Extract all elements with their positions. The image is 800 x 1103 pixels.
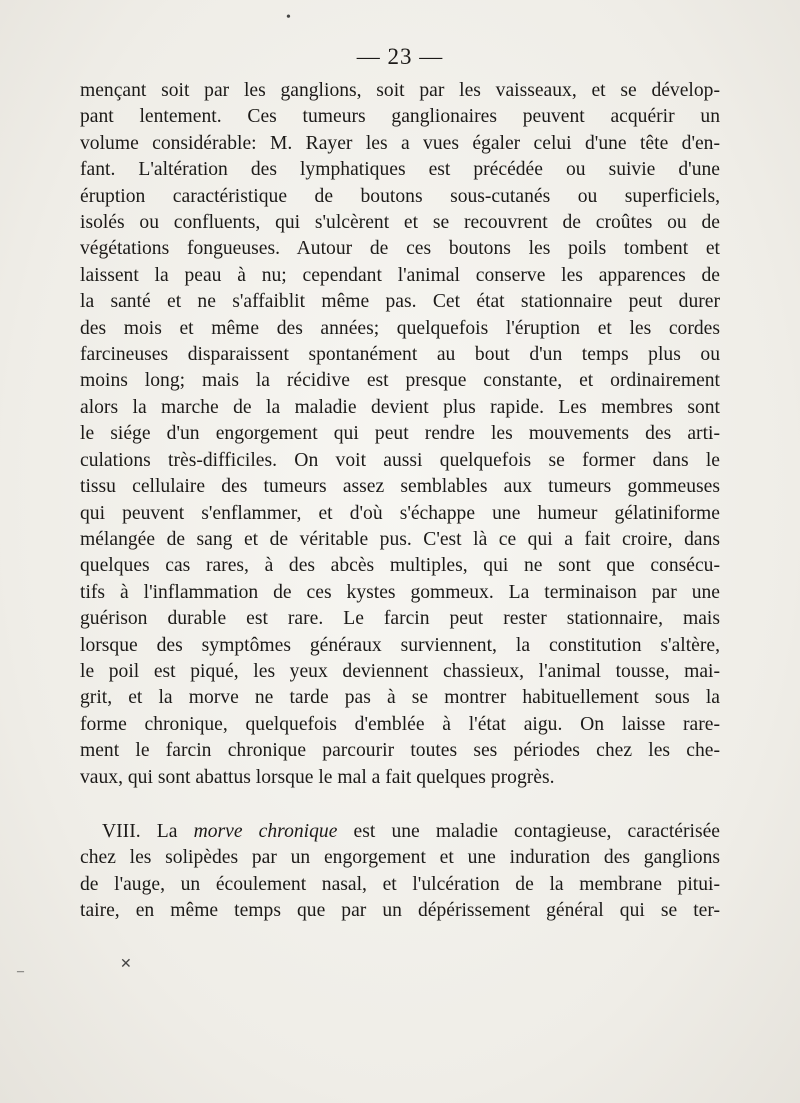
- paragraph-gap: [80, 791, 720, 819]
- paragraph-2-first-line: [80, 819, 720, 845]
- text-line: volume considérable: M. Rayer les a vues égaler celui d'une tête d'en-: [80, 132, 720, 154]
- text-line: tifs à l'inflammation de ces kystes gommeux. La terminaison par une: [80, 581, 720, 603]
- text-line: de l'auge, un écoulement nasal, et l'ulcération de la membrane pitui-: [80, 873, 720, 895]
- text-line: farcineuses disparaissent spontanément au bout d'un temps plus ou: [80, 344, 720, 366]
- text-line: pant lentement. Ces tumeurs ganglionaires peuvent acquérir un: [80, 106, 720, 128]
- paragraph-2: [80, 819, 720, 925]
- text-line: des mois et même des années; quelquefois l'éruption et les cordes: [80, 317, 720, 339]
- text-line: qui peuvent s'enflammer, et d'où s'échappe une humeur gélatiniforme: [80, 502, 720, 524]
- ink-speck: ✕: [120, 957, 132, 972]
- paragraph-1: [80, 78, 720, 791]
- ink-speck: –: [17, 964, 24, 979]
- text-line: éruption caractéristique de boutons sous-cutanés ou superficiels,: [80, 185, 720, 207]
- text-line: végétations fongueuses. Autour de ces boutons les poils tombent et: [80, 238, 720, 260]
- text-line: culations très-difficiles. On voit aussi quelquefois se former dans le: [80, 449, 720, 471]
- text-line: guérison durable est rare. Le farcin peut rester stationnaire, mais: [80, 608, 720, 630]
- text-line: laissent la peau à nu; cependant l'animal conserve les apparences de: [80, 264, 720, 286]
- text-line: vaux, qui sont abattus lorsque le mal a fait quelques progrès.: [80, 766, 555, 788]
- text-line: alors la marche de la maladie devient plus rapide. Les membres sont: [80, 396, 720, 418]
- text-line: le poil est piqué, les yeux deviennent chassieux, l'animal tousse, mai-: [80, 660, 720, 682]
- text-line: fant. L'altération des lymphatiques est précédée ou suivie d'une: [80, 159, 720, 181]
- text-line: isolés ou confluents, qui s'ulcèrent et se recouvrent de croûtes ou de: [80, 212, 720, 234]
- text-line: tissu cellulaire des tumeurs assez semblables aux tumeurs gommeuses: [80, 476, 720, 498]
- text-line: lorsque des symptômes généraux surviennent, la constitution s'altère,: [80, 634, 720, 656]
- text-line: chez les solipèdes par un engorgement et une induration des ganglions: [80, 847, 720, 869]
- text-line: mélangée de sang et de véritable pus. C'est là ce qui a fait croire, dans: [80, 528, 720, 550]
- ink-speck: •: [286, 10, 291, 25]
- text-line: grit, et la morve ne tarde pas à se montrer habituellement sous la: [80, 687, 720, 709]
- text-line: le siége d'un engorgement qui peut rendre les mouvements des arti-: [80, 423, 720, 445]
- italic-term: morve chronique: [193, 820, 338, 842]
- page-number: — 23 —: [356, 44, 444, 69]
- body-text: [80, 78, 720, 925]
- text-line: forme chronique, quelquefois d'emblée à l'état aigu. On laisse rare-: [80, 713, 720, 735]
- text-line: ment le farcin chronique parcourir toutes ses périodes chez les che-: [80, 740, 720, 762]
- text-line: taire, en même temps que par un dépérissement général qui se ter-: [80, 900, 720, 922]
- text-line: moins long; mais la récidive est presque constante, et ordinairement: [80, 370, 720, 392]
- section-lead-rest: est une maladie contagieuse, caractérisée: [337, 820, 720, 842]
- section-lead: VIII. La: [102, 820, 194, 842]
- text-line: la santé et ne s'affaiblit même pas. Cet état stationnaire peut durer: [80, 291, 720, 313]
- text-line: quelques cas rares, à des abcès multiples, qui ne sont que consécu-: [80, 555, 720, 577]
- text-line: mençant soit par les ganglions, soit par les vaisseaux, et se dévelop-: [80, 80, 720, 101]
